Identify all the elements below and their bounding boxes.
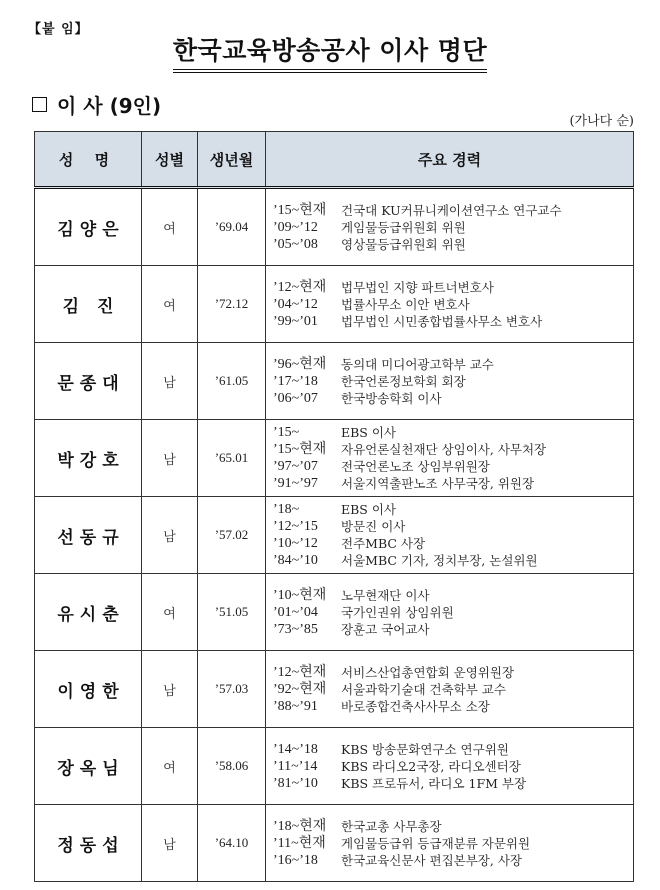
member-birth: ’69.04 — [198, 188, 266, 266]
career-entry — [273, 775, 633, 792]
career-period: ’81~’10 — [273, 775, 318, 791]
career-description: 영상물등급위원회 위원 — [341, 236, 466, 252]
table-row — [35, 651, 634, 728]
career-entry — [273, 664, 633, 681]
career-description: 전국언론노조 상임부위원장 — [341, 459, 490, 474]
table-row — [35, 420, 634, 497]
career-entry — [273, 313, 633, 330]
member-birth: ’65.01 — [198, 420, 266, 497]
career-description: 전주MBC 사장 — [341, 536, 426, 551]
career-description: KBS 방송문화연구소 연구위원 — [341, 741, 509, 757]
career-period: ’88~’91 — [273, 698, 318, 714]
career-description: 동의대 미디어광고학부 교수 — [341, 356, 494, 372]
member-name: 김양은 — [35, 188, 142, 266]
career-entry — [273, 604, 633, 621]
title-text: 한국교육방송공사 이사 명단 — [173, 36, 487, 73]
career-description: 서울지역출판노조 사무국장, 위원장 — [341, 476, 535, 491]
member-gender: 여 — [142, 574, 198, 651]
table-row — [35, 574, 634, 651]
column-header-career: 주요 경력 — [266, 132, 634, 188]
career-period: ’99~’01 — [273, 313, 318, 329]
member-career — [266, 728, 634, 805]
career-period: ’15~현재 — [273, 442, 327, 457]
member-career — [266, 574, 634, 651]
career-period: ’18~ — [273, 502, 300, 517]
career-period: ’18~현재 — [273, 818, 327, 834]
table-row — [35, 266, 634, 343]
career-entry — [273, 835, 633, 852]
career-entry — [273, 681, 633, 698]
attachment-label: 【붙 임】 — [28, 22, 89, 37]
member-gender: 남 — [142, 420, 198, 497]
member-birth: ’58.06 — [198, 728, 266, 805]
career-period: ’06~’07 — [273, 390, 318, 406]
career-entry — [273, 441, 633, 458]
member-name: 선동규 — [35, 497, 142, 574]
career-entry — [273, 518, 633, 535]
career-description: KBS 라디오2국장, 라디오센터장 — [341, 758, 521, 774]
career-entry — [273, 535, 633, 552]
career-period: ’91~’97 — [273, 476, 318, 491]
career-period: ’97~’07 — [273, 459, 318, 474]
member-career — [266, 805, 634, 882]
career-entry — [273, 390, 633, 407]
career-description: 한국교총 사무총장 — [341, 818, 442, 834]
career-entry — [273, 279, 633, 296]
career-entry — [273, 501, 633, 518]
career-period: ’11~’14 — [273, 758, 318, 774]
member-gender: 여 — [142, 728, 198, 805]
career-description: 방문진 이사 — [341, 519, 406, 534]
career-entry — [273, 552, 633, 569]
member-birth: ’51.05 — [198, 574, 266, 651]
career-description: 서울과학기술대 건축학부 교수 — [341, 681, 506, 697]
board-members-table — [34, 131, 634, 882]
member-gender: 여 — [142, 266, 198, 343]
career-description: 서비스산업총연합회 운영위원장 — [341, 664, 515, 680]
career-description: 노무현재단 이사 — [341, 587, 430, 603]
member-career — [266, 651, 634, 728]
member-name: 유시춘 — [35, 574, 142, 651]
career-period: ’15~현재 — [273, 202, 327, 218]
career-description: 법무법인 시민종합법률사무소 변호사 — [341, 313, 543, 329]
member-gender: 여 — [142, 188, 198, 266]
career-description: 한국방송학회 이사 — [341, 390, 442, 406]
career-entry — [273, 296, 633, 313]
career-description: 한국언론정보학회 회장 — [341, 373, 466, 389]
career-period: ’73~’85 — [273, 621, 318, 637]
member-birth: ’64.10 — [198, 805, 266, 882]
career-entry — [273, 424, 633, 441]
member-name: 김 진 — [35, 266, 142, 343]
career-description: 법무법인 지향 파트너변호사 — [341, 279, 494, 295]
career-period: ’05~’08 — [273, 236, 318, 252]
career-description: 건국대 KU커뮤니케이션연구소 연구교수 — [341, 202, 562, 218]
career-period: ’10~’12 — [273, 536, 318, 551]
column-header-gender: 성별 — [142, 132, 198, 188]
member-career — [266, 188, 634, 266]
career-period: ’12~현재 — [273, 279, 327, 295]
career-description: 자유언론실천재단 상임이사, 사무처장 — [341, 442, 547, 457]
member-career — [266, 420, 634, 497]
career-entry — [273, 741, 633, 758]
career-period: ’15~ — [273, 425, 300, 440]
member-birth: ’72.12 — [198, 266, 266, 343]
career-description: EBS 이사 — [341, 425, 396, 440]
table-row — [35, 497, 634, 574]
career-period: ’12~현재 — [273, 664, 327, 680]
career-entry — [273, 373, 633, 390]
member-career — [266, 343, 634, 420]
career-entry — [273, 202, 633, 219]
table-row — [35, 343, 634, 420]
career-description: EBS 이사 — [341, 502, 396, 517]
member-birth: ’61.05 — [198, 343, 266, 420]
career-entry — [273, 698, 633, 715]
career-period: ’10~현재 — [273, 587, 327, 603]
table-row — [35, 188, 634, 266]
career-period: ’11~현재 — [273, 835, 326, 851]
member-birth: ’57.03 — [198, 651, 266, 728]
member-career — [266, 266, 634, 343]
career-period: ’17~’18 — [273, 373, 318, 389]
section-label: 이 사 (9인) — [57, 94, 162, 118]
career-entry — [273, 818, 633, 835]
career-entry — [273, 356, 633, 373]
career-period: ’12~’15 — [273, 519, 318, 534]
checkbox-bullet-icon — [32, 97, 47, 112]
career-period: ’16~’18 — [273, 852, 318, 868]
table-row — [35, 728, 634, 805]
career-description: 게임물등급위원회 위원 — [341, 219, 466, 235]
table-header-row — [35, 132, 634, 188]
table-row — [35, 805, 634, 882]
career-entry — [273, 458, 633, 475]
career-entry — [273, 758, 633, 775]
column-header-name: 성 명 — [35, 132, 142, 188]
career-description: 게임물등급위 등급재분류 자문위원 — [341, 835, 531, 851]
career-description: 법률사무소 이안 변호사 — [341, 296, 470, 312]
career-entry — [273, 621, 633, 638]
member-name: 이영한 — [35, 651, 142, 728]
career-period: ’14~’18 — [273, 741, 318, 757]
career-entry — [273, 475, 633, 492]
column-header-birth: 생년월 — [198, 132, 266, 188]
member-birth: ’57.02 — [198, 497, 266, 574]
member-career — [266, 497, 634, 574]
career-period: ’92~현재 — [273, 681, 327, 697]
career-period: ’09~’12 — [273, 219, 318, 235]
member-name: 문종대 — [35, 343, 142, 420]
career-description: 한국교육신문사 편집본부장, 사장 — [341, 852, 522, 868]
member-gender: 남 — [142, 805, 198, 882]
career-entry — [273, 219, 633, 236]
career-entry — [273, 852, 633, 869]
career-entry — [273, 236, 633, 253]
member-gender: 남 — [142, 651, 198, 728]
sort-note: (가나다 순) — [569, 114, 634, 129]
career-period: ’01~’04 — [273, 604, 318, 620]
career-description: 서울MBC 기자, 정치부장, 논설위원 — [341, 553, 538, 568]
career-description: KBS 프로듀서, 라디오 1FM 부장 — [341, 775, 527, 791]
document-title — [0, 36, 660, 73]
career-description: 국가인권위 상임위원 — [341, 604, 454, 620]
career-entry — [273, 587, 633, 604]
member-name: 박강호 — [35, 420, 142, 497]
career-description: 장훈고 국어교사 — [341, 621, 430, 637]
member-gender: 남 — [142, 343, 198, 420]
section-heading — [32, 90, 161, 119]
career-period: ’96~현재 — [273, 356, 327, 372]
career-description: 바로종합건축사사무소 소장 — [341, 698, 490, 714]
career-period: ’04~’12 — [273, 296, 318, 312]
member-gender: 남 — [142, 497, 198, 574]
member-name: 정동섭 — [35, 805, 142, 882]
member-name: 장옥님 — [35, 728, 142, 805]
career-period: ’84~’10 — [273, 553, 318, 568]
